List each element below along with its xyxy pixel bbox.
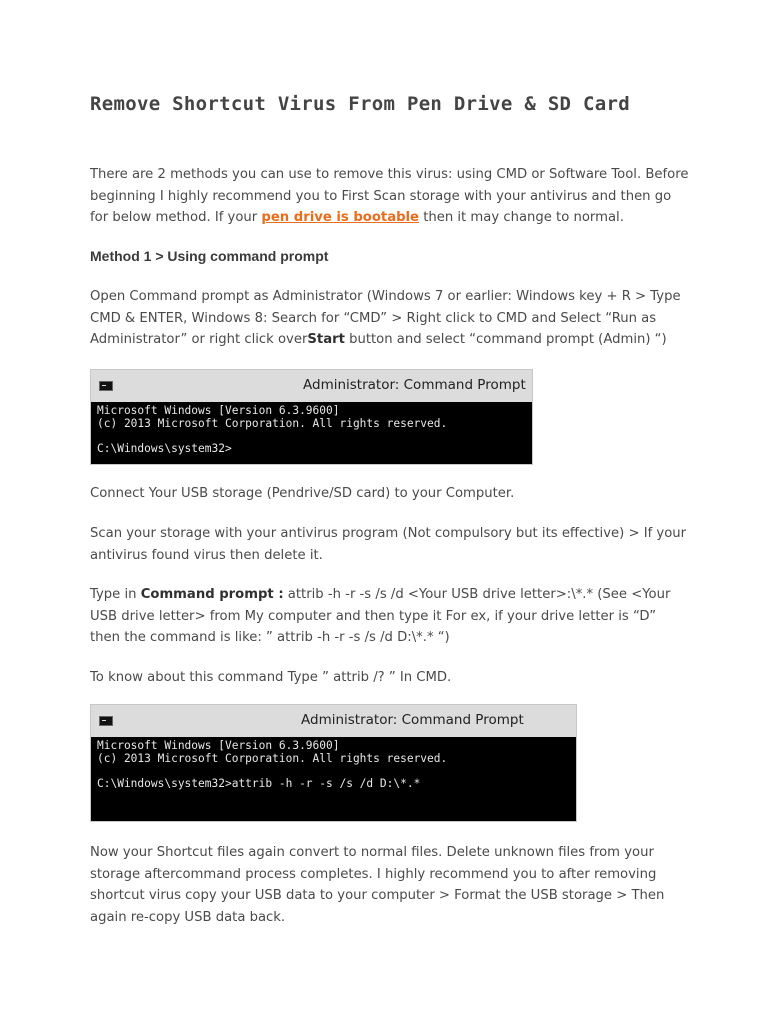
scan-paragraph: Scan your storage with your antivirus program (Not compulsory but its effective) > If your antivirus found virus then delete it. [90,526,687,563]
open-cmd-text: Open Command prompt as Administrator (Windows 7 or earlier: Windows key + R > Type CMD & ENTER, Windows 8: Search for “CMD” > Right click to CMD and Select “Run as Administrator” or right click over [90,289,681,347]
console-line: (c) 2013 Microsoft Corporation. All rights reserved. [97,751,448,765]
intro-text-end: then it may change to normal. [419,210,624,225]
method1-heading: Method 1 > Using command prompt [90,248,329,264]
cmd-title: Administrator: Command Prompt [303,377,526,393]
type-command-paragraph [90,584,690,649]
cmd-screenshot-1 [90,369,533,465]
know-command-paragraph: To know about this command Type ” attrib /? ” In CMD. [90,670,452,685]
cmd-title-bar [91,705,576,737]
cmd-title-bar [91,370,532,402]
type-command-text: attrib -h -r -s /s /d <Your USB drive letter>:\*.* (See <Your USB drive letter> from My computer and then type it For ex, if your drive letter is “D” then the command is like: ” attrib -h -r -s /s /d D:\*.* “) [90,587,671,645]
cmd-icon [99,716,113,726]
bootable-pen-drive-link[interactable]: pen drive is bootable [261,210,419,225]
intro-text: There are 2 methods you can use to remove this virus: using CMD or Software Tool. Before beginning I highly recommend you to First Scan storage with your antivirus and then go for below method. If your [90,167,689,225]
cmd-console [91,402,532,459]
cmd-screenshot-2 [90,704,577,822]
cmd-icon [99,381,113,391]
command-prompt-bold: Command prompt : [140,587,284,602]
cmd-console [91,737,576,794]
type-prefix: Type in [90,587,141,602]
console-line: (c) 2013 Microsoft Corporation. All rights reserved. [97,416,448,430]
intro-paragraph [90,164,690,229]
console-line: C:\Windows\system32>attrib -h -r -s /s /d D:\*.* [97,777,421,791]
connect-paragraph: Connect Your USB storage (Pendrive/SD card) to your Computer. [90,486,515,501]
console-line: Microsoft Windows [Version 6.3.9600] [97,404,340,417]
open-cmd-text-end: button and select “command prompt (Admin) “) [344,332,667,347]
cmd-title: Administrator: Command Prompt [301,712,524,728]
start-bold-text: Start [307,332,345,347]
console-line: Microsoft Windows [Version 6.3.9600] [97,739,340,752]
closing-paragraph: Now your Shortcut files again convert to normal files. Delete unknown files from your storage aftercommand process completes. I highly recommend you to after removing shortcut virus copy your USB data to your computer > Format the USB storage > Then again re-copy USB data back. [90,845,665,925]
console-line: C:\Windows\system32> [97,442,232,456]
article-title: Remove Shortcut Virus From Pen Drive & SD Card [90,93,630,115]
open-cmd-paragraph [90,286,690,351]
